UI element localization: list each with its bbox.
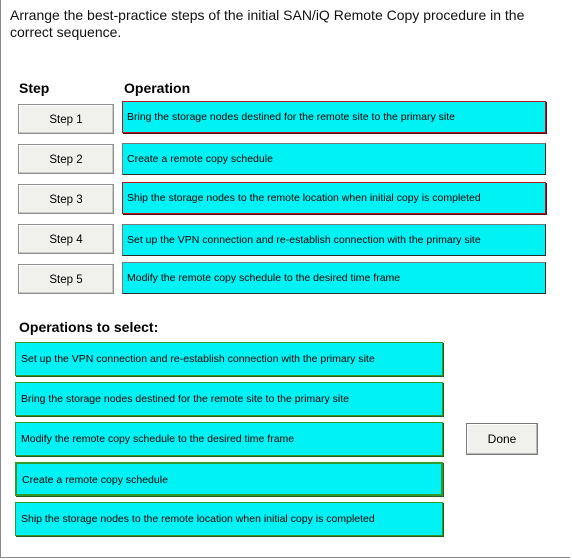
step-2-button[interactable]: Step 2 xyxy=(18,144,114,174)
question-text: Arrange the best-practice steps of the initial SAN/iQ Remote Copy procedure in the correct sequence. xyxy=(10,7,525,40)
operation-choice[interactable]: Ship the storage nodes to the remote location when initial copy is completed xyxy=(15,502,443,536)
step-2-operation-slot[interactable]: Create a remote copy schedule xyxy=(122,143,546,175)
step-1-button[interactable]: Step 1 xyxy=(18,104,114,134)
operations-title: Operations to select: xyxy=(19,319,159,335)
operation-choice[interactable]: Create a remote copy schedule xyxy=(15,462,443,496)
operation-choice[interactable]: Bring the storage nodes destined for the remote site to the primary site xyxy=(15,382,443,416)
operation-column-header: Operation xyxy=(124,80,191,96)
step-1-operation-slot[interactable]: Bring the storage nodes destined for the remote site to the primary site xyxy=(122,101,546,133)
step-3-button[interactable]: Step 3 xyxy=(18,184,114,214)
step-4-operation-slot[interactable]: Set up the VPN connection and re-establish connection with the primary site xyxy=(122,224,546,256)
operation-choice[interactable]: Set up the VPN connection and re-establish connection with the primary site xyxy=(15,342,443,376)
done-button[interactable]: Done xyxy=(466,423,538,455)
step-5-operation-slot[interactable]: Modify the remote copy schedule to the desired time frame xyxy=(122,262,546,294)
operation-choice[interactable]: Modify the remote copy schedule to the desired time frame xyxy=(15,422,443,456)
step-5-button[interactable]: Step 5 xyxy=(18,264,114,294)
step-column-header: Step xyxy=(19,80,50,96)
step-3-operation-slot[interactable]: Ship the storage nodes to the remote location when initial copy is completed xyxy=(122,182,546,214)
step-4-button[interactable]: Step 4 xyxy=(18,224,114,254)
